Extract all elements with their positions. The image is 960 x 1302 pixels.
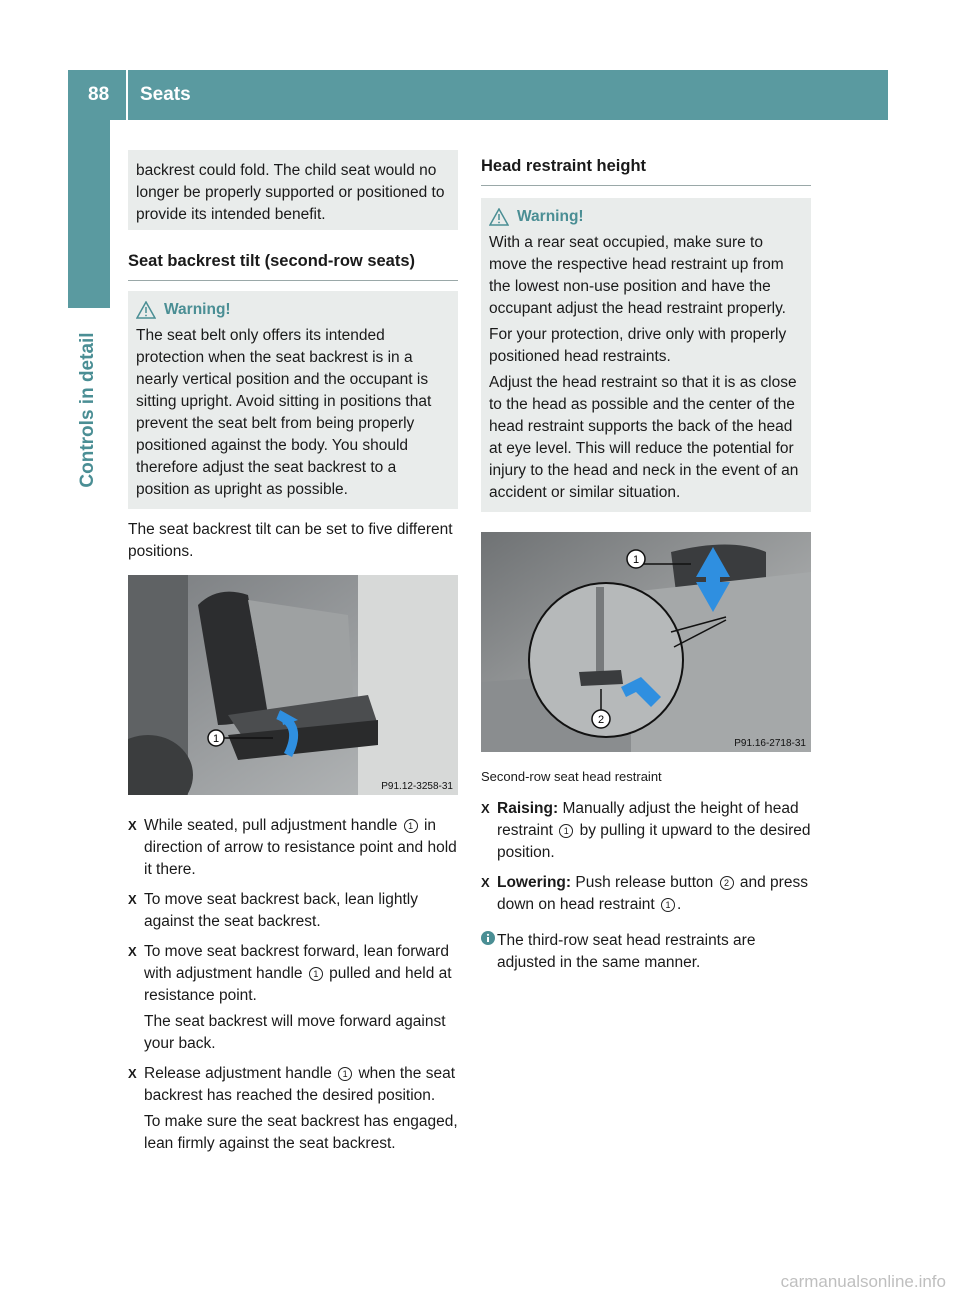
warning-text: With a rear seat occupied, make sure to move the respective head restraint up from the lowest non-use position and have the occupant adjust the head restraint properly. xyxy=(489,234,786,317)
callout-ref: 1 xyxy=(661,898,675,912)
step-text: in direction of arrow to resistance point and hold it there. xyxy=(144,817,457,878)
figure-code: P91.12-3258-31 xyxy=(381,781,453,792)
step-text: To move seat backrest forward, lean forward with adjustment handle xyxy=(144,943,449,982)
warning-heading xyxy=(489,206,803,228)
footer-watermark: carmanualsonline.info xyxy=(780,1272,946,1291)
warning-text: The seat belt only offers its intended protection when the seat backrest is in a nearly vertical position and the occupant is sitting upright. Avoid sitting in positions that prevent the seat belt from being properly positioned against the body. You should therefore adjust the seat backrest to a position as upright as possible. xyxy=(136,327,432,498)
page-header xyxy=(68,70,888,120)
step-marker: X xyxy=(128,892,137,907)
step-marker: X xyxy=(128,944,137,959)
warning-triangle-icon xyxy=(136,301,156,319)
warning-heading xyxy=(136,299,450,321)
header-divider xyxy=(126,70,128,120)
step-lowering xyxy=(481,872,811,916)
step-text: and press down on head restraint xyxy=(497,874,808,913)
warning-label: Warning! xyxy=(517,208,584,225)
seat-backrest-figure xyxy=(128,575,458,795)
step-text: Release adjustment handle xyxy=(144,1065,332,1082)
right-column xyxy=(481,155,811,974)
step-text: by pulling it upward to the desired position. xyxy=(497,822,811,861)
figure-code: P91.16-2718-31 xyxy=(734,738,806,749)
step-marker: X xyxy=(481,875,490,890)
warning-box-head-restraint xyxy=(481,198,811,512)
warning-text: For your protection, drive only with properly positioned head restraints. xyxy=(489,326,787,365)
step-text: While seated, pull adjustment handle xyxy=(144,817,398,834)
warning-text: Adjust the head restraint so that it is as close to the head as possible and the center of the head restraint supports the back of the head at eye level. This will reduce the potential for injury to the head and neck in the event of an accident or similar situation. xyxy=(489,374,799,501)
continued-warning-box xyxy=(128,150,458,230)
step-marker: X xyxy=(128,818,137,833)
figure-caption: Second-row seat head restraint xyxy=(481,769,662,784)
callout-ref: 1 xyxy=(338,1067,352,1081)
intro-text: The seat backrest tilt can be set to five different positions. xyxy=(128,521,453,560)
step-marker: X xyxy=(128,1066,137,1081)
step-4 xyxy=(128,1063,458,1107)
warning-triangle-icon xyxy=(489,208,509,226)
step-text: . xyxy=(677,896,682,913)
info-text: The third-row seat head restraints are adjusted in the same manner. xyxy=(497,932,756,971)
side-tab xyxy=(68,120,110,308)
step-text: Manually adjust the height of head restraint xyxy=(497,800,799,839)
section-title-backrest: Seat backrest tilt (second-row seats) xyxy=(128,250,458,281)
warning-box-backrest xyxy=(128,291,458,509)
step-text: when the seat backrest has reached the desired position. xyxy=(144,1065,455,1104)
step-text: Push release button xyxy=(575,874,714,891)
callout-ref: 2 xyxy=(720,876,734,890)
figure-callout: 1 xyxy=(212,733,220,745)
head-restraint-figure xyxy=(481,532,811,752)
info-icon xyxy=(481,931,495,945)
step-2 xyxy=(128,889,458,933)
left-column xyxy=(128,150,458,1163)
step-text: To move seat backrest back, lean lightly against the seat backrest. xyxy=(144,891,418,930)
info-note xyxy=(481,930,811,974)
step-3 xyxy=(128,941,458,1007)
side-tab-label: Controls in detail xyxy=(77,332,98,488)
step-raising xyxy=(481,798,811,864)
callout-ref: 1 xyxy=(309,967,323,981)
page-number: 88 xyxy=(88,84,110,105)
warning-label: Warning! xyxy=(164,301,231,318)
step-label: Lowering: xyxy=(497,874,572,891)
callout-ref: 1 xyxy=(559,824,573,838)
section-title-head-restraint: Head restraint height xyxy=(481,155,811,186)
page-title: Seats xyxy=(140,84,191,105)
figure-callout-2: 2 xyxy=(597,714,605,726)
callout-ref: 1 xyxy=(404,819,418,833)
step-text: pulled and held at resistance point. xyxy=(144,965,452,1004)
step-marker: X xyxy=(481,801,490,816)
step-note: To make sure the seat backrest has engaged, lean firmly against the seat backrest. xyxy=(144,1113,458,1152)
step-label: Raising: xyxy=(497,800,559,817)
step-1 xyxy=(128,815,458,881)
figure-callout-1: 1 xyxy=(632,554,640,566)
continued-warning-text: backrest could fold. The child seat would no longer be properly supported or positioned to provide its intended benefit. xyxy=(136,162,445,223)
step-note: The seat backrest will move forward against your back. xyxy=(144,1013,446,1052)
